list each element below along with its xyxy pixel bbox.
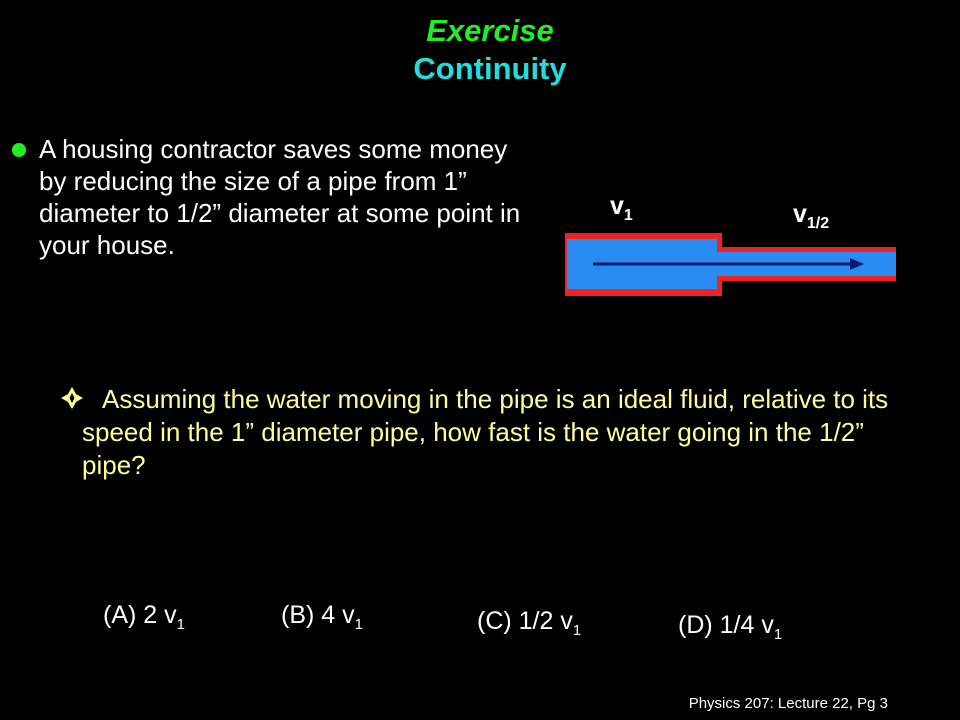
label-v-half-sub: 1/2 bbox=[806, 215, 830, 232]
title-subheading: Continuity bbox=[413, 51, 567, 86]
option-a[interactable] bbox=[103, 601, 185, 633]
bullet-two-text: Assuming the water moving in the pipe is an ideal fluid, relative to its speed in the 1” diameter pipe, how fast is the water going in the 1/2” pipe? bbox=[82, 384, 889, 480]
option-b-text: (B) 4 v bbox=[281, 601, 355, 629]
option-a-text: (A) 2 v bbox=[103, 601, 177, 629]
label-v1-base: v bbox=[610, 192, 624, 220]
pipe-drawing bbox=[560, 192, 905, 302]
diamond-bullet-icon bbox=[60, 386, 84, 410]
option-c-text: (C) 1/2 v bbox=[477, 607, 573, 635]
option-a-sub: 1 bbox=[176, 616, 185, 633]
option-d[interactable] bbox=[678, 611, 782, 643]
label-v-half-base: v bbox=[793, 200, 807, 228]
option-c[interactable] bbox=[477, 607, 581, 639]
option-c-sub: 1 bbox=[572, 622, 582, 639]
bullet-dot-icon bbox=[12, 143, 26, 157]
title-heading: Exercise bbox=[426, 13, 554, 48]
option-b[interactable] bbox=[281, 601, 363, 633]
option-b-sub: 1 bbox=[354, 616, 363, 633]
slide-title bbox=[0, 12, 960, 88]
label-v1-sub: 1 bbox=[623, 207, 633, 224]
slide-footer: Physics 207: Lecture 22, Pg 3 bbox=[688, 695, 888, 712]
option-d-text: (D) 1/4 v bbox=[678, 611, 774, 639]
bullet-one-text: A housing contractor saves some money by reducing the size of a pipe from 1” diameter to 1/2” diameter at some point in your house. bbox=[39, 134, 521, 260]
option-d-sub: 1 bbox=[773, 626, 783, 643]
pipe-diagram bbox=[560, 192, 905, 302]
